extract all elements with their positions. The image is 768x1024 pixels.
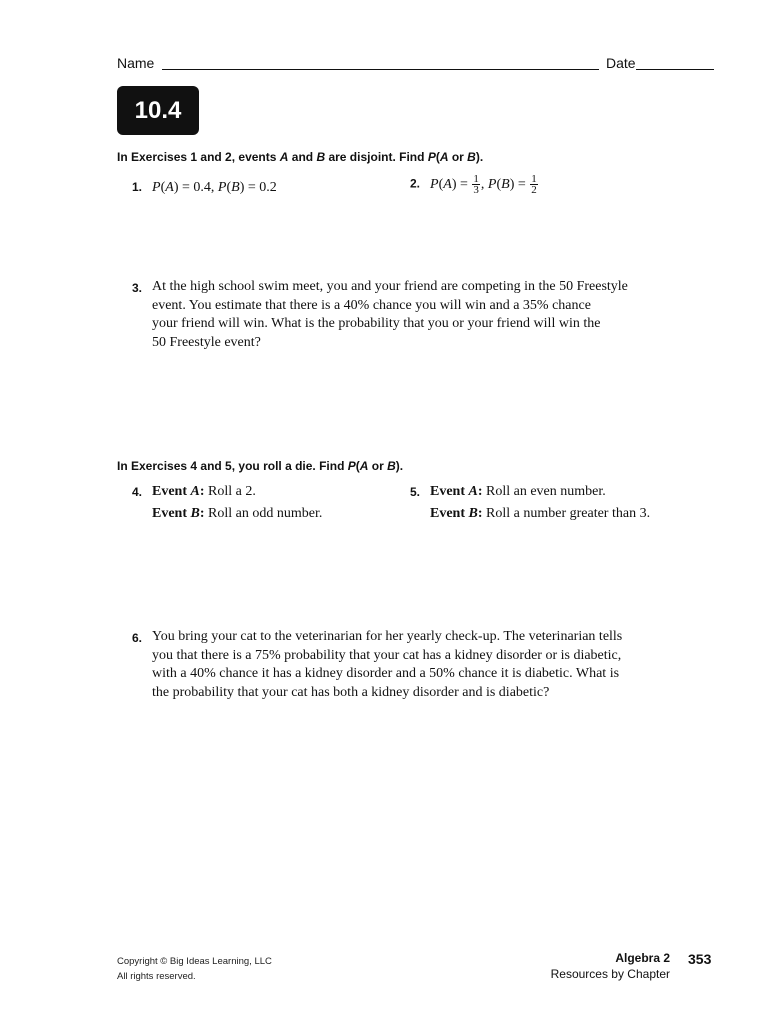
exercise-number: 1. — [132, 180, 143, 194]
name-blank-line[interactable] — [162, 69, 599, 70]
problem-line: At the high school swim meet, you and your friend are competing in the 50 Freestyle — [152, 279, 628, 294]
exercise-number: 3. — [132, 281, 143, 295]
event-b-line: Event B: Roll a number greater than 3. — [430, 506, 651, 521]
exercise-number: 6. — [132, 631, 143, 645]
fraction: $\frac{1}{3}$ — [473, 173, 479, 196]
date-label: Date — [606, 55, 636, 71]
date-blank-line[interactable] — [636, 69, 714, 70]
fraction: $\frac{1}{2}$ — [531, 173, 537, 196]
exercise-1-expression: P(A) = 0.4, P(B) = 0.2 — [152, 180, 277, 195]
footer-book-title: Algebra 2 — [615, 951, 670, 965]
event-a-line: Event A: Roll an even number. — [430, 484, 606, 499]
problem-line: you that there is a 75% probability that your cat has a kidney disorder or is diabetic, — [152, 647, 622, 663]
exercise-number: 5. — [410, 485, 421, 499]
instructions-exercises-1-2: In Exercises 1 and 2, events A and B are disjoint. Find P(A or B). — [117, 150, 484, 164]
event-a-line: Event A: Roll a 2. — [152, 484, 256, 499]
page-number: 353 — [688, 951, 712, 967]
exercise-2-expression: P(A) = $\frac{1}{3}$ , P(B) = $\frac{1}{2}$ — [430, 173, 537, 196]
footer-copyright — [117, 954, 272, 984]
exercise-2 — [410, 174, 539, 195]
instructions-exercises-4-5: In Exercises 4 and 5, you roll a die. Find P(A or B). — [117, 459, 404, 473]
section-badge: 10.4 — [117, 86, 199, 135]
problem-line: your friend will win. What is the probability that you or your friend will win the — [152, 316, 601, 331]
event-b-line: Event B: Roll an odd number. — [152, 506, 323, 521]
exercise-number: 2. — [410, 176, 421, 191]
problem-line: the probability that your cat has both a kidney disorder and is diabetic? — [152, 684, 550, 700]
problem-line: with a 40% chance it has a kidney disorder and a 50% chance it is diabetic. What is — [152, 666, 620, 681]
exercise-1 — [132, 178, 277, 196]
exercise-3-text — [152, 278, 628, 352]
footer-resources: Resources by Chapter — [550, 967, 670, 981]
problem-line: 50 Freestyle event? — [152, 334, 261, 350]
name-label: Name — [117, 55, 155, 71]
exercise-6 — [117, 628, 677, 708]
problem-line: event. You estimate that there is a 40% chance you will win and a 35% chance — [152, 297, 591, 313]
exercise-6-text — [152, 628, 622, 702]
exercise-number: 4. — [132, 485, 143, 499]
exercise-3 — [117, 278, 677, 358]
problem-line: You bring your cat to the veterinarian for her yearly check-up. The veterinarian tells — [152, 629, 623, 644]
copyright-text: Copyright © Big Ideas Learning, LLC — [117, 956, 272, 967]
rights-text: All rights reserved. — [117, 971, 196, 982]
